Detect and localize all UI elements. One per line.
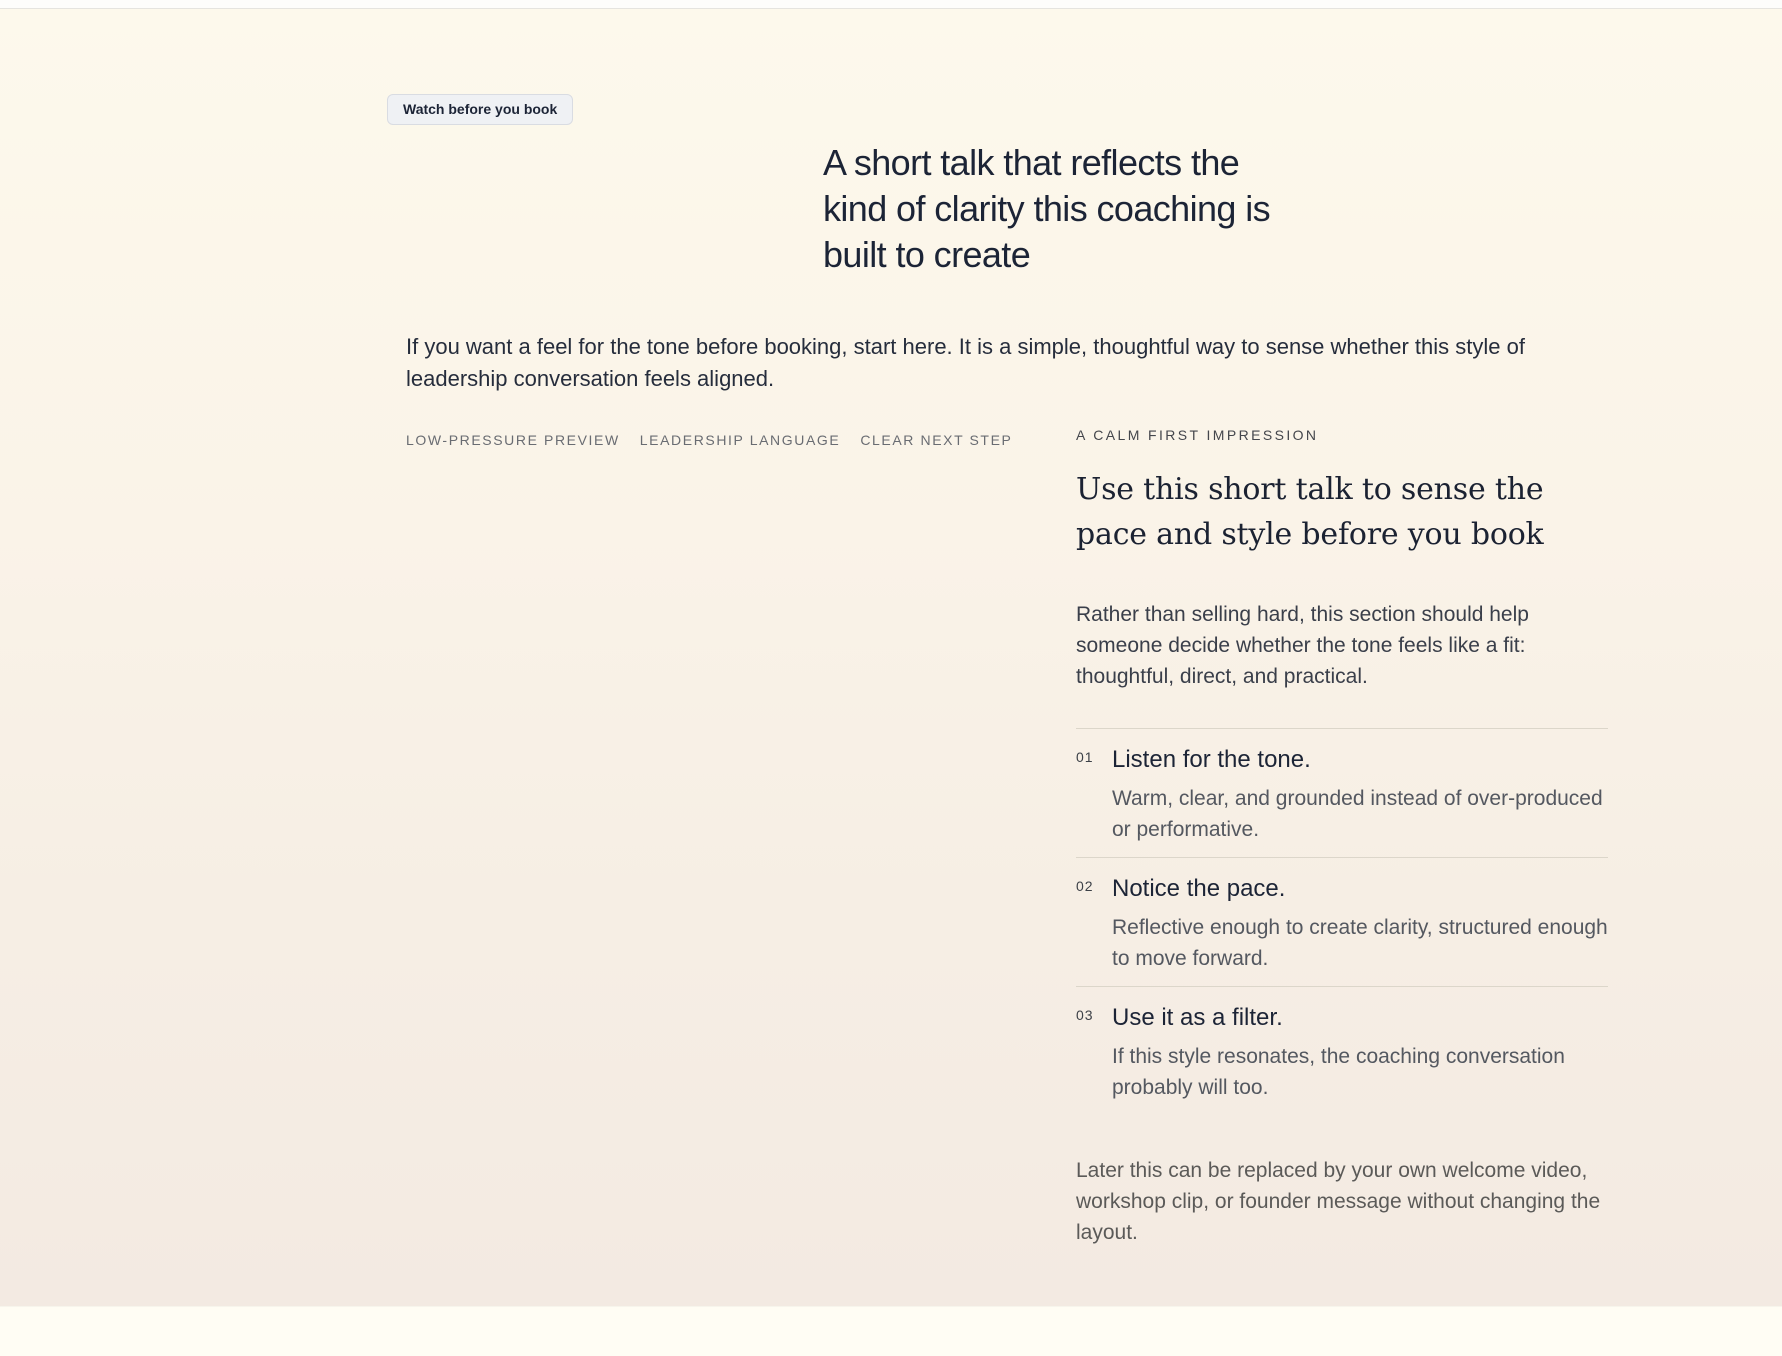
next-section-edge <box>0 1306 1782 1356</box>
section-description: If you want a feel for the tone before booking, start here. It is a simple, thoughtful way to sense whether this style of leadership conversation feels aligned. <box>406 334 1525 391</box>
step-description: Warm, clear, and grounded instead of over-produced or performative. <box>1112 787 1603 841</box>
meta-label-clear-next-step: CLEAR NEXT STEP <box>860 432 1013 448</box>
steps-list <box>1076 728 1608 1115</box>
section-title: A short talk that reflects the kind of clarity this coaching is built to create <box>823 142 1271 275</box>
step-description: Reflective enough to create clarity, structured enough to move forward. <box>1112 916 1608 970</box>
step-number: 03 <box>1076 1007 1094 1023</box>
meta-label-row <box>406 432 1012 448</box>
step-title: Use it as a filter. <box>1112 1004 1283 1031</box>
panel-heading: Use this short talk to sense the pace and style before you book <box>1076 472 1544 552</box>
video-preview-section <box>0 9 1782 1306</box>
watch-before-you-book-badge[interactable]: Watch before you book <box>387 94 573 125</box>
step-number: 01 <box>1076 749 1094 765</box>
eyebrow-label: A CALM FIRST IMPRESSION <box>1076 427 1319 443</box>
list-item <box>1076 986 1608 1115</box>
step-description: If this style resonates, the coaching conversation probably will too. <box>1112 1045 1565 1099</box>
list-item <box>1076 728 1608 857</box>
panel-outro: Later this can be replaced by your own welcome video, workshop clip, or founder message without changing the layout. <box>1076 1159 1601 1244</box>
previous-section-edge <box>0 0 1782 9</box>
panel-intro: Rather than selling hard, this section should help someone decide whether the tone feels like a fit: thoughtful, direct, and practical. <box>1076 603 1529 688</box>
step-title: Listen for the tone. <box>1112 746 1311 773</box>
list-item <box>1076 857 1608 986</box>
step-title: Notice the pace. <box>1112 875 1286 902</box>
meta-label-low-pressure-preview: LOW-PRESSURE PREVIEW <box>406 432 620 448</box>
step-number: 02 <box>1076 878 1094 894</box>
calm-first-impression-panel <box>1076 427 1608 1248</box>
meta-label-leadership-language: LEADERSHIP LANGUAGE <box>639 432 841 448</box>
